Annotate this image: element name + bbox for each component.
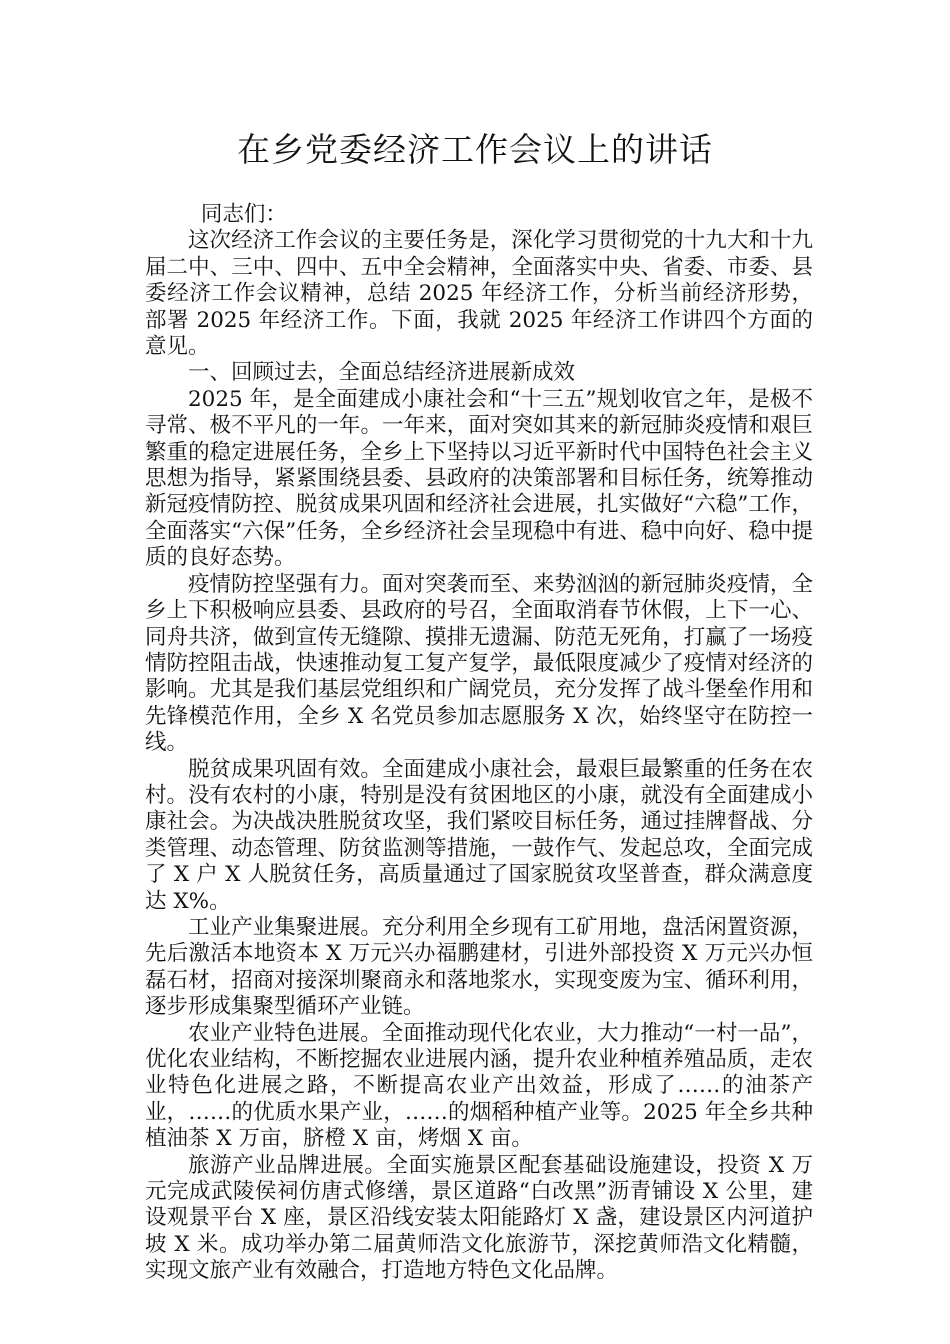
paragraph-poverty: 脱贫成果巩固有效。全面建成小康社会，最艰巨最繁重的任务在农村。没有农村的小康，特别是没有贫困地区的小康，就没有全面建成小康社会。为决战决胜脱贫攻坚，我们紧咬目标任务，通过挂牌督战、分类管理、动态管理、防贫监测等措施，一鼓作气、发起总攻，全面完成了 X 户 X 人脱贫任务，高质量通过了国家脱贫攻坚普查，群众满意度达 X%。 xyxy=(145,756,813,914)
paragraph-agriculture: 农业产业特色进展。全面推动现代化农业，大力推动“一村一品”，优化农业结构，不断挖掘农业进展内涵，提升农业种植养殖品质，走农业特色化进展之路，不断提高农业产出效益，形成了……的油茶产业，……的优质水果产业，……的烟稻种植产业等。2025 年全乡共种植油茶 X 万亩，脐橙 X 亩，烤烟 X 亩。 xyxy=(145,1020,813,1152)
document-body xyxy=(145,202,813,1285)
section-heading-1: 一、回顾过去，全面总结经济进展新成效 xyxy=(188,360,576,386)
paragraph-intro: 这次经济工作会议的主要任务是，深化学习贯彻党的十九大和十九届二中、三中、四中、五中全会精神，全面落实中央、省委、市委、县委经济工作会议精神，总结 2025 年经济工作，分析当前经济形势，部署 2025 年经济工作。下面，我就 2025 年经济工作讲四个方面的意见。 xyxy=(145,228,813,360)
paragraph-industry: 工业产业集聚进展。充分利用全乡现有工矿用地，盘活闲置资源，先后激活本地资本 X 万元兴办福鹏建材，引进外部投资 X 万元兴办恒磊石材，招商对接深圳聚商永和落地浆水，实现变废为宝、循环利用，逐步形成集聚型循环产业链。 xyxy=(145,914,813,1020)
paragraph-overview: 2025 年，是全面建成小康社会和“十三五”规划收官之年，是极不寻常、极不平凡的一年。一年来，面对突如其来的新冠肺炎疫情和艰巨繁重的稳定进展任务，全乡上下坚持以习近平新时代中国特色社会主义思想为指导，紧紧围绕县委、县政府的决策部署和目标任务，统筹推动新冠疫情防控、脱贫成果巩固和经济社会进展，扎实做好“六稳”工作，全面落实“六保”任务，全乡经济社会呈现稳中有进、稳中向好、稳中提质的良好态势。 xyxy=(145,386,813,571)
paragraph-tourism: 旅游产业品牌进展。全面实施景区配套基础设施建设，投资 X 万元完成武陵侯祠仿唐式修缮，景区道路“白改黑”沥青铺设 X 公里，建设观景平台 X 座，景区沿线安装太阳能路灯 X 盏，建设景区内河道护坡 X 米。成功举办第二届黄师浩文化旅游节，深挖黄师浩文化精髓，实现文旅产业有效融合，打造地方特色文化品牌。 xyxy=(145,1152,813,1284)
document-title: 在乡党委经济工作会议上的讲话 xyxy=(237,130,713,169)
paragraph-epidemic: 疫情防控坚强有力。面对突袭而至、来势汹汹的新冠肺炎疫情，全乡上下积极响应县委、县政府的号召，全面取消春节休假，上下一心、同舟共济，做到宣传无缝隙、摸排无遗漏、防范无死角，打赢了一场疫情防控阻击战，快速推动复工复产复学，最低限度减少了疫情对经济的影响。尤其是我们基层党组织和广阔党员，充分发挥了战斗堡垒作用和先锋模范作用，全乡 X 名党员参加志愿服务 X 次，始终坚守在防控一线。 xyxy=(145,571,813,756)
salutation: 同志们： xyxy=(200,202,287,227)
